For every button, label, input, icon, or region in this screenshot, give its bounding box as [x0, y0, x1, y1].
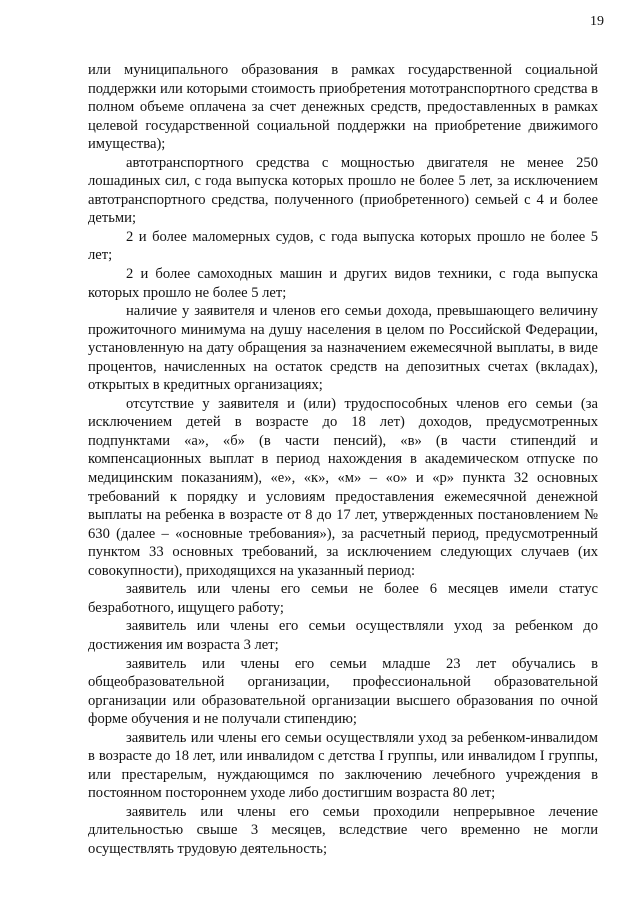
paragraph-child-care: заявитель или члены его семьи осуществляли уход за ребенком до достижения им возраста 3 лет; — [88, 618, 598, 653]
paragraph-education: заявитель или члены его семьи младше 23 лет обучались в общеобразовательной организации, профессиональной образовательной организации или образовательной организации высшего образования по очной форме обучения и не получали стипендию; — [88, 655, 598, 728]
paragraph-deposit-income: наличие у заявителя и членов его семьи дохода, превышающего величину прожиточного минимума на душу населения в целом по Российской Федерации, установленную на дату обращения за назначением ежемесячной выплаты, в виде процентов, начисленных на остаток средств на депозитных счетах (вкладах), открытых в кредитных организациях; — [88, 303, 598, 394]
paragraph-medical-treatment: заявитель или члены его семьи проходили непрерывное лечение длительностью свыше 3 месяцев, вследствие чего временно не могли осуществлять трудовую деятельность; — [88, 803, 598, 857]
page-number: 19 — [590, 14, 604, 29]
paragraph-disabled-care: заявитель или члены его семьи осуществляли уход за ребенком-инвалидом в возрасте до 18 лет, или инвалидом с детства I группы, или инвалидом I группы, или престарелым, нуждающимся по заключению лечебного учреждения в постоянном постороннем уходе либо достигшим возраста 80 лет; — [88, 729, 598, 802]
paragraph-self-propelled-machines: 2 и более самоходных машин и других видов техники, с года выпуска которых прошло не более 5 лет; — [88, 266, 598, 301]
paragraph-vehicle-power: автотранспортного средства с мощностью двигателя не менее 250 лошадиных сил, с года выпуска которых прошло не более 5 лет, за исключением автотранспортного средства, полученного (приобретенного) семьей с 4 и более детьми; — [88, 154, 598, 227]
paragraph-absence-of-income: отсутствие у заявителя и (или) трудоспособных членов его семьи (за исключением детей в возрасте до 18 лет) доходов, предусмотренных подпунктами «а», «б» (в части пенсий), «в» (в части стипендий и компенсационных выплат в период нахождения в академическом отпуске по медицинским показаниям), «е», «к», «м» – «о» и «р» пункта 32 основных требований к порядку и условиям предоставления ежемесячной денежной выплаты на ребенка в возрасте от 8 до 17 лет, утвержденных постановлением № 630 (далее – «основные требования»), за расчетный период, предусмотренный пунктом 33 основных требований, за исключением следующих случаев (их совокупности), приходящихся на указанный период: — [88, 395, 598, 579]
paragraph-small-vessels: 2 и более маломерных судов, с года выпуска которых прошло не более 5 лет; — [88, 228, 598, 264]
document-body — [88, 61, 598, 859]
paragraph-unemployed-status: заявитель или члены его семьи не более 6 месяцев имели статус безработного, ищущего работу; — [88, 581, 598, 616]
paragraph-continued: или муниципального образования в рамках государственной социальной поддержки или которыми стоимость приобретения мототранспортного средства в полном объеме оплачена за счет денежных средств, предоставленных в рамках целевой государственной социальной поддержки на приобретение движимого имущества); — [88, 62, 598, 153]
